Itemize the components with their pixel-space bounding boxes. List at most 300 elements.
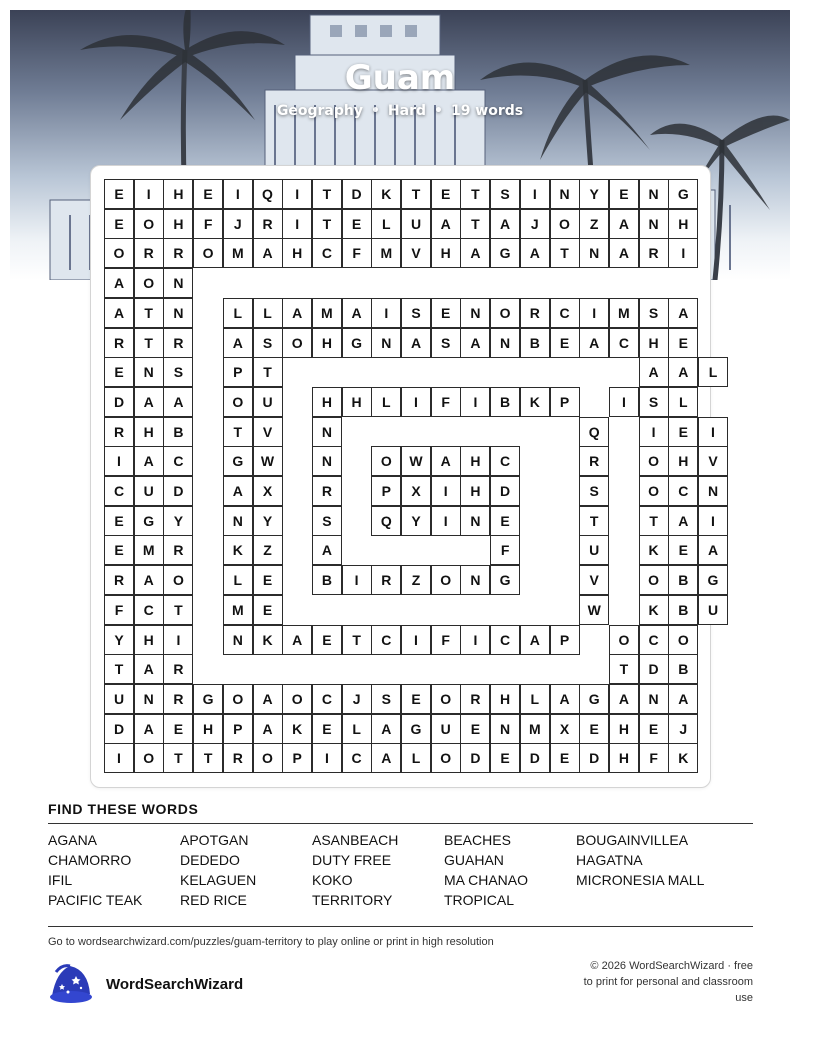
grid-cell[interactable]: A: [223, 476, 253, 506]
grid-cell[interactable]: E: [253, 595, 283, 625]
grid-cell[interactable]: U: [698, 595, 728, 625]
grid-cell[interactable]: C: [104, 476, 134, 506]
grid-cell[interactable]: A: [579, 328, 609, 358]
grid-cell[interactable]: O: [639, 446, 669, 476]
grid-cell[interactable]: R: [104, 417, 134, 447]
grid-cell[interactable]: K: [223, 535, 253, 565]
grid-cell[interactable]: X: [253, 476, 283, 506]
grid-cell[interactable]: P: [282, 743, 312, 773]
grid-cell[interactable]: I: [579, 298, 609, 328]
grid-cell[interactable]: L: [668, 387, 698, 417]
grid-cell[interactable]: A: [668, 684, 698, 714]
grid-cell[interactable]: H: [163, 179, 193, 209]
grid-cell[interactable]: H: [312, 328, 342, 358]
grid-cell[interactable]: O: [490, 298, 520, 328]
grid-cell[interactable]: E: [163, 714, 193, 744]
grid-cell[interactable]: X: [550, 714, 580, 744]
grid-cell[interactable]: J: [223, 209, 253, 239]
grid-cell[interactable]: O: [639, 565, 669, 595]
grid-cell[interactable]: A: [282, 625, 312, 655]
grid-cell[interactable]: I: [371, 298, 401, 328]
grid-cell[interactable]: N: [639, 684, 669, 714]
grid-cell[interactable]: F: [490, 535, 520, 565]
grid-cell[interactable]: C: [490, 625, 520, 655]
grid-cell[interactable]: A: [520, 238, 550, 268]
grid-cell[interactable]: R: [104, 565, 134, 595]
grid-cell[interactable]: E: [104, 357, 134, 387]
grid-cell[interactable]: H: [431, 238, 461, 268]
grid-cell[interactable]: S: [579, 476, 609, 506]
grid-cell[interactable]: P: [550, 625, 580, 655]
grid-cell[interactable]: R: [520, 298, 550, 328]
grid-cell[interactable]: A: [253, 714, 283, 744]
grid-cell[interactable]: E: [431, 298, 461, 328]
grid-cell[interactable]: C: [609, 328, 639, 358]
grid-cell[interactable]: O: [104, 238, 134, 268]
grid-cell[interactable]: E: [490, 743, 520, 773]
grid-cell[interactable]: S: [401, 298, 431, 328]
grid-cell[interactable]: J: [520, 209, 550, 239]
grid-cell[interactable]: A: [104, 268, 134, 298]
grid-cell[interactable]: I: [223, 179, 253, 209]
grid-cell[interactable]: A: [223, 328, 253, 358]
grid-cell[interactable]: O: [163, 565, 193, 595]
grid-cell[interactable]: H: [639, 328, 669, 358]
grid-cell[interactable]: Q: [371, 506, 401, 536]
grid-cell[interactable]: A: [460, 328, 490, 358]
grid-cell[interactable]: V: [579, 565, 609, 595]
grid-cell[interactable]: N: [134, 357, 164, 387]
grid-cell[interactable]: W: [253, 446, 283, 476]
grid-cell[interactable]: E: [104, 209, 134, 239]
grid-cell[interactable]: M: [520, 714, 550, 744]
grid-cell[interactable]: M: [223, 595, 253, 625]
grid-cell[interactable]: E: [401, 684, 431, 714]
grid-cell[interactable]: B: [490, 387, 520, 417]
grid-cell[interactable]: N: [639, 209, 669, 239]
grid-cell[interactable]: C: [312, 684, 342, 714]
grid-cell[interactable]: Y: [104, 625, 134, 655]
grid-cell[interactable]: N: [460, 565, 490, 595]
grid-cell[interactable]: L: [371, 209, 401, 239]
grid-cell[interactable]: T: [342, 625, 372, 655]
grid-cell[interactable]: O: [134, 743, 164, 773]
grid-cell[interactable]: I: [520, 179, 550, 209]
grid-cell[interactable]: T: [312, 179, 342, 209]
grid-cell[interactable]: A: [282, 298, 312, 328]
grid-cell[interactable]: E: [609, 179, 639, 209]
grid-cell[interactable]: G: [223, 446, 253, 476]
grid-cell[interactable]: G: [698, 565, 728, 595]
grid-cell[interactable]: D: [342, 179, 372, 209]
grid-cell[interactable]: O: [431, 684, 461, 714]
grid-cell[interactable]: E: [668, 417, 698, 447]
grid-cell[interactable]: T: [104, 654, 134, 684]
grid-cell[interactable]: A: [639, 357, 669, 387]
grid-cell[interactable]: H: [134, 417, 164, 447]
grid-cell[interactable]: F: [104, 595, 134, 625]
grid-cell[interactable]: N: [639, 179, 669, 209]
grid-cell[interactable]: N: [223, 506, 253, 536]
grid-cell[interactable]: A: [460, 238, 490, 268]
grid-cell[interactable]: H: [163, 209, 193, 239]
grid-cell[interactable]: U: [431, 714, 461, 744]
grid-cell[interactable]: H: [609, 714, 639, 744]
grid-cell[interactable]: S: [639, 298, 669, 328]
grid-cell[interactable]: I: [163, 625, 193, 655]
grid-cell[interactable]: E: [312, 625, 342, 655]
grid-cell[interactable]: I: [282, 179, 312, 209]
grid-cell[interactable]: K: [520, 387, 550, 417]
grid-cell[interactable]: R: [253, 209, 283, 239]
grid-cell[interactable]: K: [282, 714, 312, 744]
grid-cell[interactable]: O: [134, 268, 164, 298]
grid-cell[interactable]: P: [371, 476, 401, 506]
grid-cell[interactable]: E: [579, 714, 609, 744]
grid-cell[interactable]: Y: [253, 506, 283, 536]
grid-cell[interactable]: O: [550, 209, 580, 239]
grid-cell[interactable]: F: [193, 209, 223, 239]
grid-cell[interactable]: I: [401, 387, 431, 417]
grid-cell[interactable]: A: [431, 446, 461, 476]
grid-cell[interactable]: H: [342, 387, 372, 417]
grid-cell[interactable]: I: [431, 476, 461, 506]
grid-cell[interactable]: E: [550, 328, 580, 358]
grid-cell[interactable]: N: [460, 298, 490, 328]
grid-cell[interactable]: E: [668, 535, 698, 565]
grid-cell[interactable]: S: [312, 506, 342, 536]
grid-cell[interactable]: N: [134, 684, 164, 714]
grid-cell[interactable]: R: [312, 476, 342, 506]
grid-cell[interactable]: Z: [579, 209, 609, 239]
grid-cell[interactable]: A: [698, 535, 728, 565]
grid-cell[interactable]: T: [312, 209, 342, 239]
grid-cell[interactable]: J: [668, 714, 698, 744]
grid-cell[interactable]: H: [460, 476, 490, 506]
grid-cell[interactable]: U: [253, 387, 283, 417]
grid-cell[interactable]: A: [134, 446, 164, 476]
grid-cell[interactable]: N: [698, 476, 728, 506]
grid-cell[interactable]: A: [134, 387, 164, 417]
grid-cell[interactable]: E: [104, 179, 134, 209]
grid-cell[interactable]: S: [163, 357, 193, 387]
grid-cell[interactable]: E: [104, 535, 134, 565]
grid-cell[interactable]: A: [134, 565, 164, 595]
grid-cell[interactable]: E: [550, 743, 580, 773]
grid-cell[interactable]: T: [609, 654, 639, 684]
grid-cell[interactable]: L: [698, 357, 728, 387]
grid-cell[interactable]: D: [460, 743, 490, 773]
grid-cell[interactable]: S: [639, 387, 669, 417]
grid-cell[interactable]: R: [371, 565, 401, 595]
grid-cell[interactable]: B: [312, 565, 342, 595]
grid-cell[interactable]: O: [134, 209, 164, 239]
grid-cell[interactable]: Q: [579, 417, 609, 447]
grid-cell[interactable]: D: [104, 714, 134, 744]
grid-cell[interactable]: C: [490, 446, 520, 476]
grid-cell[interactable]: H: [609, 743, 639, 773]
grid-cell[interactable]: G: [193, 684, 223, 714]
grid-cell[interactable]: D: [520, 743, 550, 773]
grid-cell[interactable]: B: [668, 654, 698, 684]
grid-cell[interactable]: C: [163, 446, 193, 476]
grid-cell[interactable]: R: [639, 238, 669, 268]
grid-cell[interactable]: I: [639, 417, 669, 447]
grid-cell[interactable]: D: [104, 387, 134, 417]
grid-cell[interactable]: L: [342, 714, 372, 744]
grid-cell[interactable]: E: [431, 179, 461, 209]
grid-cell[interactable]: F: [431, 387, 461, 417]
grid-cell[interactable]: I: [104, 446, 134, 476]
grid-cell[interactable]: O: [223, 684, 253, 714]
grid-cell[interactable]: T: [253, 357, 283, 387]
grid-cell[interactable]: V: [698, 446, 728, 476]
grid-cell[interactable]: H: [134, 625, 164, 655]
grid-cell[interactable]: T: [134, 328, 164, 358]
grid-cell[interactable]: C: [668, 476, 698, 506]
grid-cell[interactable]: E: [312, 714, 342, 744]
grid-cell[interactable]: S: [431, 328, 461, 358]
grid-cell[interactable]: E: [639, 714, 669, 744]
grid-cell[interactable]: N: [163, 298, 193, 328]
grid-cell[interactable]: K: [253, 625, 283, 655]
grid-cell[interactable]: U: [134, 476, 164, 506]
grid-cell[interactable]: S: [490, 179, 520, 209]
grid-cell[interactable]: O: [431, 565, 461, 595]
grid-cell[interactable]: I: [431, 506, 461, 536]
grid-cell[interactable]: I: [134, 179, 164, 209]
grid-cell[interactable]: A: [163, 387, 193, 417]
grid-cell[interactable]: W: [401, 446, 431, 476]
grid-cell[interactable]: L: [253, 298, 283, 328]
grid-cell[interactable]: I: [342, 565, 372, 595]
grid-cell[interactable]: G: [401, 714, 431, 744]
grid-cell[interactable]: A: [609, 209, 639, 239]
grid-cell[interactable]: A: [134, 654, 164, 684]
grid-cell[interactable]: B: [668, 595, 698, 625]
grid-cell[interactable]: O: [282, 328, 312, 358]
grid-cell[interactable]: U: [401, 209, 431, 239]
grid-cell[interactable]: I: [282, 209, 312, 239]
grid-cell[interactable]: A: [342, 298, 372, 328]
grid-cell[interactable]: T: [639, 506, 669, 536]
grid-cell[interactable]: K: [668, 743, 698, 773]
grid-cell[interactable]: T: [550, 238, 580, 268]
grid-cell[interactable]: N: [312, 446, 342, 476]
grid-cell[interactable]: G: [668, 179, 698, 209]
grid-cell[interactable]: V: [401, 238, 431, 268]
grid-cell[interactable]: A: [371, 714, 401, 744]
grid-cell[interactable]: B: [520, 328, 550, 358]
grid-cell[interactable]: C: [134, 595, 164, 625]
grid-cell[interactable]: N: [163, 268, 193, 298]
grid-cell[interactable]: H: [490, 684, 520, 714]
grid-cell[interactable]: P: [550, 387, 580, 417]
grid-cell[interactable]: A: [520, 625, 550, 655]
grid-cell[interactable]: R: [163, 238, 193, 268]
grid-cell[interactable]: C: [342, 743, 372, 773]
grid-cell[interactable]: I: [460, 387, 490, 417]
grid-cell[interactable]: L: [371, 387, 401, 417]
grid-cell[interactable]: A: [668, 357, 698, 387]
grid-cell[interactable]: N: [550, 179, 580, 209]
grid-cell[interactable]: A: [490, 209, 520, 239]
grid-cell[interactable]: Z: [253, 535, 283, 565]
grid-cell[interactable]: M: [223, 238, 253, 268]
grid-cell[interactable]: B: [163, 417, 193, 447]
grid-cell[interactable]: M: [371, 238, 401, 268]
grid-cell[interactable]: A: [253, 684, 283, 714]
grid-cell[interactable]: R: [163, 684, 193, 714]
grid-cell[interactable]: H: [668, 209, 698, 239]
grid-cell[interactable]: R: [163, 328, 193, 358]
grid-cell[interactable]: O: [193, 238, 223, 268]
grid-cell[interactable]: V: [253, 417, 283, 447]
grid-cell[interactable]: I: [312, 743, 342, 773]
grid-cell[interactable]: I: [609, 387, 639, 417]
grid-cell[interactable]: F: [342, 238, 372, 268]
grid-cell[interactable]: I: [668, 238, 698, 268]
grid-cell[interactable]: A: [431, 209, 461, 239]
grid-cell[interactable]: A: [401, 328, 431, 358]
grid-cell[interactable]: E: [253, 565, 283, 595]
grid-cell[interactable]: R: [460, 684, 490, 714]
grid-cell[interactable]: R: [163, 654, 193, 684]
grid-cell[interactable]: O: [609, 625, 639, 655]
grid-cell[interactable]: E: [490, 506, 520, 536]
grid-cell[interactable]: E: [193, 179, 223, 209]
grid-cell[interactable]: M: [312, 298, 342, 328]
grid-cell[interactable]: G: [490, 565, 520, 595]
grid-cell[interactable]: D: [639, 654, 669, 684]
grid-cell[interactable]: S: [253, 328, 283, 358]
grid-cell[interactable]: E: [104, 506, 134, 536]
grid-cell[interactable]: P: [223, 357, 253, 387]
grid-cell[interactable]: I: [401, 625, 431, 655]
grid-cell[interactable]: I: [460, 625, 490, 655]
grid-cell[interactable]: I: [698, 506, 728, 536]
grid-cell[interactable]: T: [401, 179, 431, 209]
grid-cell[interactable]: J: [342, 684, 372, 714]
grid-cell[interactable]: T: [163, 595, 193, 625]
grid-cell[interactable]: M: [134, 535, 164, 565]
grid-cell[interactable]: C: [371, 625, 401, 655]
grid-cell[interactable]: H: [312, 387, 342, 417]
grid-cell[interactable]: O: [639, 476, 669, 506]
grid-cell[interactable]: A: [668, 298, 698, 328]
grid-cell[interactable]: O: [253, 743, 283, 773]
grid-cell[interactable]: T: [460, 179, 490, 209]
grid-cell[interactable]: R: [223, 743, 253, 773]
grid-cell[interactable]: P: [223, 714, 253, 744]
grid-cell[interactable]: R: [134, 238, 164, 268]
grid-cell[interactable]: L: [223, 565, 253, 595]
grid-cell[interactable]: T: [134, 298, 164, 328]
grid-cell[interactable]: D: [163, 476, 193, 506]
grid-cell[interactable]: Y: [579, 179, 609, 209]
grid-cell[interactable]: I: [698, 417, 728, 447]
grid-cell[interactable]: F: [431, 625, 461, 655]
grid-cell[interactable]: N: [312, 417, 342, 447]
grid-cell[interactable]: E: [342, 209, 372, 239]
grid-cell[interactable]: C: [639, 625, 669, 655]
grid-cell[interactable]: L: [223, 298, 253, 328]
grid-cell[interactable]: G: [490, 238, 520, 268]
grid-cell[interactable]: Q: [253, 179, 283, 209]
grid-cell[interactable]: A: [104, 298, 134, 328]
grid-cell[interactable]: G: [342, 328, 372, 358]
grid-cell[interactable]: C: [312, 238, 342, 268]
grid-cell[interactable]: A: [253, 238, 283, 268]
grid-cell[interactable]: O: [282, 684, 312, 714]
grid-cell[interactable]: N: [579, 238, 609, 268]
grid-cell[interactable]: A: [371, 743, 401, 773]
grid-cell[interactable]: K: [639, 595, 669, 625]
grid-cell[interactable]: G: [134, 506, 164, 536]
grid-cell[interactable]: K: [639, 535, 669, 565]
grid-cell[interactable]: H: [282, 238, 312, 268]
grid-cell[interactable]: T: [193, 743, 223, 773]
grid-cell[interactable]: R: [104, 328, 134, 358]
grid-cell[interactable]: B: [668, 565, 698, 595]
grid-cell[interactable]: Z: [401, 565, 431, 595]
grid-cell[interactable]: A: [609, 684, 639, 714]
grid-cell[interactable]: W: [579, 595, 609, 625]
grid-cell[interactable]: O: [223, 387, 253, 417]
grid-cell[interactable]: K: [371, 179, 401, 209]
grid-cell[interactable]: Y: [401, 506, 431, 536]
grid-cell[interactable]: A: [609, 238, 639, 268]
grid-cell[interactable]: A: [550, 684, 580, 714]
grid-cell[interactable]: O: [431, 743, 461, 773]
grid-cell[interactable]: C: [550, 298, 580, 328]
grid-cell[interactable]: L: [401, 743, 431, 773]
grid-cell[interactable]: H: [668, 446, 698, 476]
grid-cell[interactable]: N: [223, 625, 253, 655]
grid-cell[interactable]: A: [134, 714, 164, 744]
grid-cell[interactable]: N: [371, 328, 401, 358]
grid-cell[interactable]: F: [639, 743, 669, 773]
grid-cell[interactable]: D: [579, 743, 609, 773]
grid-cell[interactable]: O: [668, 625, 698, 655]
grid-cell[interactable]: R: [163, 535, 193, 565]
grid-cell[interactable]: L: [520, 684, 550, 714]
grid-cell[interactable]: D: [490, 476, 520, 506]
grid-cell[interactable]: N: [490, 714, 520, 744]
grid-cell[interactable]: X: [401, 476, 431, 506]
grid-cell[interactable]: S: [371, 684, 401, 714]
grid-cell[interactable]: N: [460, 506, 490, 536]
grid-cell[interactable]: N: [490, 328, 520, 358]
grid-cell[interactable]: T: [223, 417, 253, 447]
grid-cell[interactable]: H: [193, 714, 223, 744]
grid-cell[interactable]: T: [460, 209, 490, 239]
grid-cell[interactable]: T: [163, 743, 193, 773]
grid-cell[interactable]: U: [104, 684, 134, 714]
grid-cell[interactable]: H: [460, 446, 490, 476]
grid-cell[interactable]: T: [579, 506, 609, 536]
grid-cell[interactable]: A: [668, 506, 698, 536]
grid-cell[interactable]: Y: [163, 506, 193, 536]
grid-cell[interactable]: I: [104, 743, 134, 773]
grid-cell[interactable]: M: [609, 298, 639, 328]
brand[interactable]: [48, 964, 243, 1004]
grid-cell[interactable]: A: [312, 535, 342, 565]
grid-cell[interactable]: E: [460, 714, 490, 744]
grid-cell[interactable]: O: [371, 446, 401, 476]
grid-cell[interactable]: E: [668, 328, 698, 358]
grid-cell[interactable]: R: [579, 446, 609, 476]
